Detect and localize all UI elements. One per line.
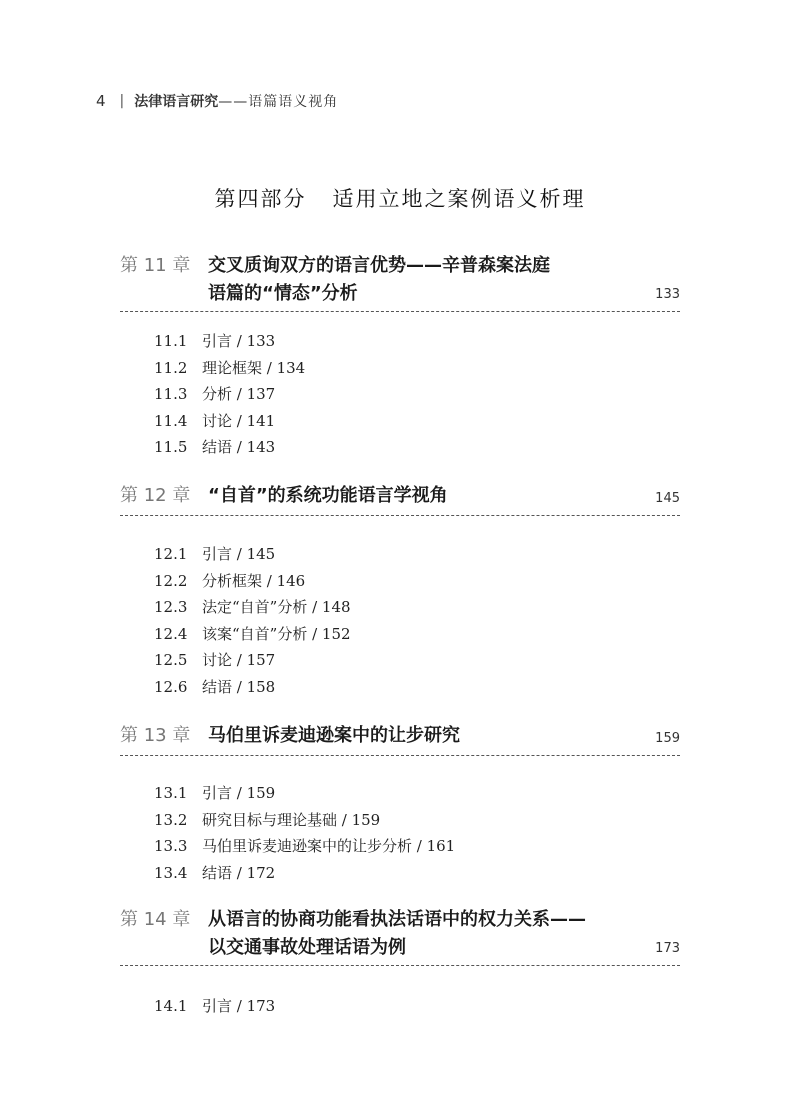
book-subtitle: ——语篇语义视角	[218, 94, 339, 110]
chapter-label: 第 12 章	[120, 485, 191, 506]
section-entry[interactable]: 13.2 研究目标与理论基础 / 159	[154, 810, 381, 829]
chapter-title-line: 从语言的协商功能看执法话语中的权力关系——	[208, 909, 586, 930]
page-number: 4	[96, 92, 106, 110]
section-entry[interactable]: 13.4 结语 / 172	[154, 863, 276, 882]
chapter-title-line: 交叉质询双方的语言优势——辛普森案法庭	[208, 255, 550, 276]
chapter-label: 第 14 章	[120, 909, 191, 930]
chapter-title-line: 以交通事故处理话语为例	[208, 937, 406, 958]
chapter-title-line: 马伯里诉麦迪逊案中的让步研究	[208, 725, 460, 746]
part-title: 适用立地之案例语义析理	[332, 187, 586, 211]
chapter-entry[interactable]	[120, 722, 680, 752]
dashed-divider	[120, 755, 680, 756]
chapter-entry[interactable]	[120, 906, 680, 962]
header-separator: |	[119, 93, 125, 109]
chapter-label: 第 11 章	[120, 255, 191, 276]
section-entry[interactable]: 12.3 法定“自首”分析 / 148	[154, 598, 351, 616]
running-header	[96, 90, 338, 112]
chapter-page-number: 133	[655, 287, 680, 302]
chapter-title-line: “自首”的系统功能语言学视角	[208, 485, 448, 506]
section-entry[interactable]: 12.5 讨论 / 157	[154, 651, 276, 669]
chapter-label: 第 13 章	[120, 725, 191, 746]
section-entry[interactable]: 12.2 分析框架 / 146	[154, 571, 306, 590]
book-title: 法律语言研究	[134, 94, 219, 110]
section-list	[154, 328, 305, 461]
chapter-page-number: 159	[655, 731, 680, 746]
dashed-divider	[120, 311, 680, 312]
chapter-page-number: 145	[655, 491, 680, 506]
section-entry[interactable]: 11.2 理论框架 / 134	[154, 358, 306, 377]
chapter-entry[interactable]	[120, 252, 680, 308]
section-entry[interactable]: 12.4 该案“自首”分析 / 152	[154, 624, 351, 643]
section-entry[interactable]: 14.1 引言 / 173	[154, 997, 276, 1015]
section-entry[interactable]: 11.5 结语 / 143	[154, 438, 276, 456]
chapter-page-number: 173	[655, 941, 680, 956]
section-list	[154, 780, 455, 886]
section-entry[interactable]: 11.3 分析 / 137	[154, 385, 276, 403]
section-entry[interactable]: 11.4 讨论 / 141	[154, 411, 276, 430]
chapter-entry[interactable]	[120, 482, 680, 512]
section-entry[interactable]: 11.1 引言 / 133	[154, 332, 276, 350]
dashed-divider	[120, 515, 680, 516]
section-entry[interactable]: 13.3 马伯里诉麦迪逊案中的让步分析 / 161	[154, 837, 456, 855]
chapter-title-line: 语篇的“情态”分析	[208, 283, 358, 304]
part-label: 第四部分	[214, 187, 307, 211]
section-entry[interactable]: 13.1 引言 / 159	[154, 784, 276, 802]
section-entry[interactable]: 12.6 结语 / 158	[154, 677, 276, 696]
section-entry[interactable]: 12.1 引言 / 145	[154, 545, 276, 563]
part-heading	[0, 183, 800, 213]
dashed-divider	[120, 965, 680, 966]
section-list	[154, 993, 275, 1020]
section-list	[154, 541, 351, 700]
